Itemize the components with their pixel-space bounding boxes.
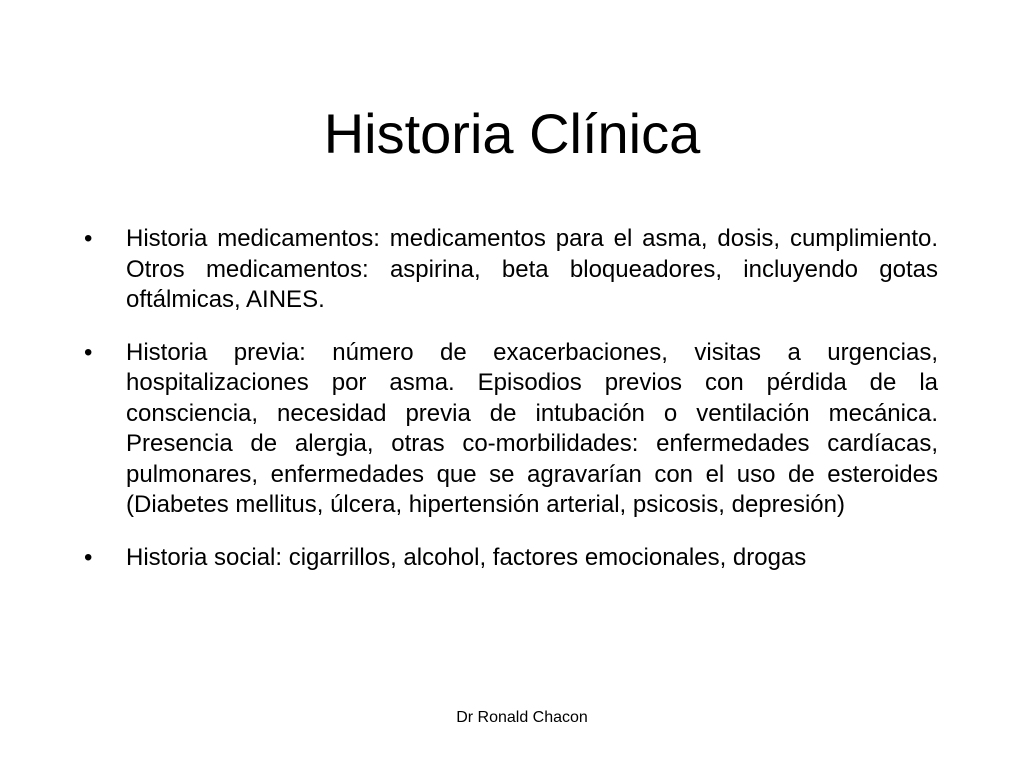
slide-footer-author: Dr Ronald Chacon [456,709,588,726]
bullet-marker: • [84,225,93,252]
slide-title: Historia Clínica [323,102,701,165]
bullet-marker: • [84,338,93,366]
bullet-item-medications [84,224,938,316]
bullet-list [84,224,938,595]
bullet-item-social-history [84,543,938,574]
bullet-text-medications: Historia medicamentos: medicamentos para el asma, dosis, cumplimiento. Otros medicamentos: aspirina, beta bloqueadores, incluyendo gotas oftálmicas, AINES. [126,225,938,313]
bullet-item-previous-history [84,338,938,521]
bullet-text-social-history: Historia social: cigarrillos, alcohol, factores emocionales, drogas [126,543,807,571]
bullet-text-previous-history: Historia previa: número de exacerbaciones, visitas a urgencias, hospitalizaciones por asma. Episodios previos con pérdida de la consciencia, necesidad previa de intubación o ventilación mecánica. Presencia de alergia, otras co-morbilidades: enfermedades cardíacas, pulmonares, enfermedades que se agravarían con el uso de esteroides (Diabetes mellitus, úlcera, hipertensión arterial, psicosis, depresión) [126,338,938,518]
bullet-marker: • [84,543,93,571]
